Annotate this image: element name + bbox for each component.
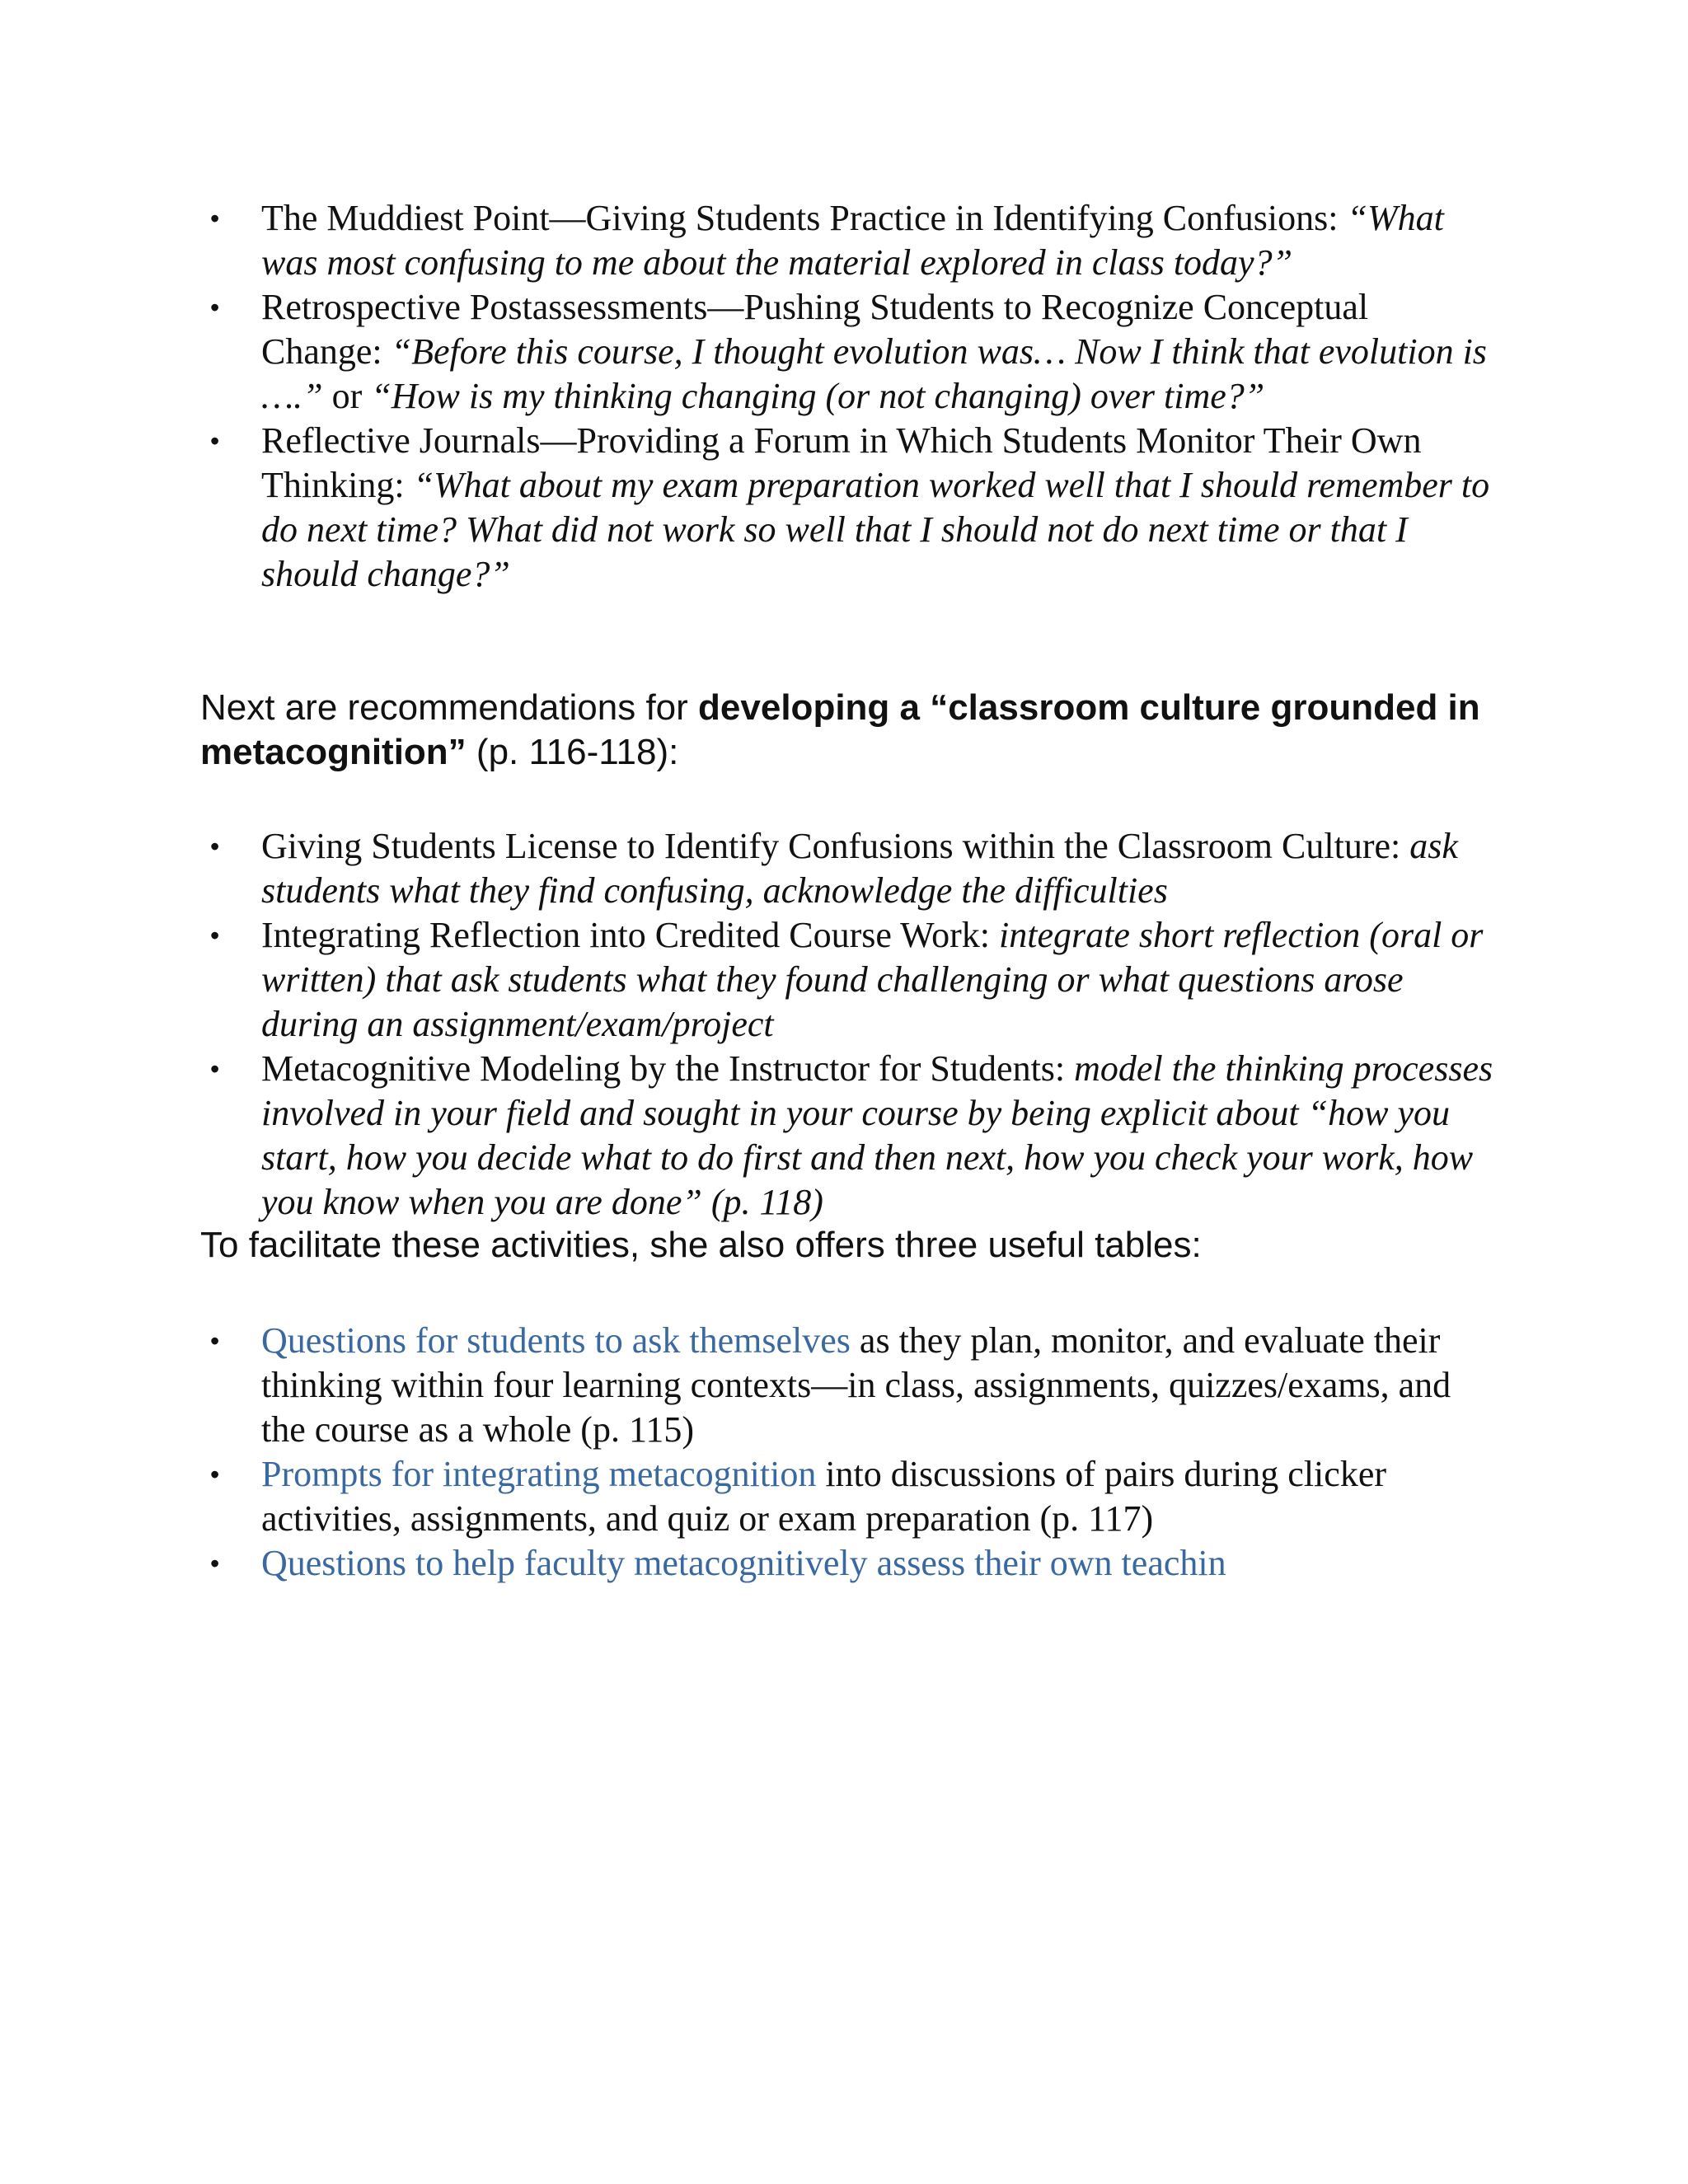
reflection-activities-list bbox=[261, 196, 1498, 597]
list-item bbox=[261, 1047, 1498, 1225]
useful-tables-list bbox=[261, 1319, 1498, 1586]
list-item bbox=[261, 1319, 1498, 1452]
item-description: ask students what they find confusing, acknowledge the difficulties bbox=[261, 826, 1458, 911]
faculty-questions-link[interactable]: Questions to help faculty metacognitively assess their own teachin bbox=[261, 1543, 1226, 1583]
item-title: Integrating Reflection into Credited Course Work: bbox=[261, 915, 990, 955]
item-example-2: “How is my thinking changing (or not changing) over time?” bbox=[371, 376, 1265, 416]
item-example: “What about my exam preparation worked well that I should remember to do next time? What did not work so well that I should not do next time or that I should change?” bbox=[261, 465, 1490, 594]
list-item bbox=[261, 1452, 1498, 1541]
list-item bbox=[261, 824, 1498, 913]
item-title: Reflective Journals—Providing a Forum in Which Students Monitor Their Own Thinking: bbox=[261, 420, 1422, 505]
metacognition-prompts-link[interactable]: Prompts for integrating metacognition bbox=[261, 1454, 817, 1494]
classroom-culture-paragraph bbox=[200, 686, 1486, 775]
item-title: Retrospective Postassessments—Pushing Students to Recognize Conceptual Change: bbox=[261, 287, 1369, 372]
item-title: Metacognitive Modeling by the Instructor for Students: bbox=[261, 1048, 1066, 1089]
item-title: The Muddiest Point—Giving Students Practice in Identifying Confusions: bbox=[261, 198, 1339, 238]
item-connector: or bbox=[331, 376, 363, 416]
paragraph-suffix: (p. 116-118): bbox=[476, 732, 679, 772]
tables-intro-paragraph: To facilitate these activities, she also offers three useful tables: bbox=[200, 1225, 1202, 1265]
list-item bbox=[261, 1541, 1498, 1586]
item-text: into discussions of pairs during clicker activities, assignments, and quiz or exam preparation (p. 117) bbox=[261, 1454, 1386, 1539]
list-item bbox=[261, 913, 1498, 1047]
item-example: “Before this course, I thought evolution was… Now I think that evolution is ….” bbox=[261, 331, 1487, 416]
list-item bbox=[261, 196, 1498, 285]
list-item bbox=[261, 285, 1498, 419]
list-item bbox=[261, 419, 1498, 597]
item-description: integrate short reflection (oral or written) that ask students what they found challenging or what questions arose during an assignment/exam/project bbox=[261, 915, 1484, 1044]
item-example: “What was most confusing to me about the material explored in class today?” bbox=[261, 198, 1444, 283]
paragraph-prefix: Next are recommendations for bbox=[200, 687, 688, 728]
classroom-culture-list bbox=[261, 824, 1498, 1225]
paragraph-bold-phrase: developing a “classroom culture grounded in metacognition” bbox=[200, 687, 1480, 772]
students-questions-link[interactable]: Questions for students to ask themselves bbox=[261, 1320, 851, 1361]
item-text: as they plan, monitor, and evaluate their thinking within four learning contexts—in class, assignments, quizzes/exams, and the course as a whole (p. 115) bbox=[261, 1320, 1451, 1450]
item-description: model the thinking processes involved in your field and sought in your course by being explicit about “how you start, how you decide what to do first and then next, how you check your work, how you know when you are done” (p. 118) bbox=[261, 1048, 1493, 1222]
item-title: Giving Students License to Identify Confusions within the Classroom Culture: bbox=[261, 826, 1401, 866]
